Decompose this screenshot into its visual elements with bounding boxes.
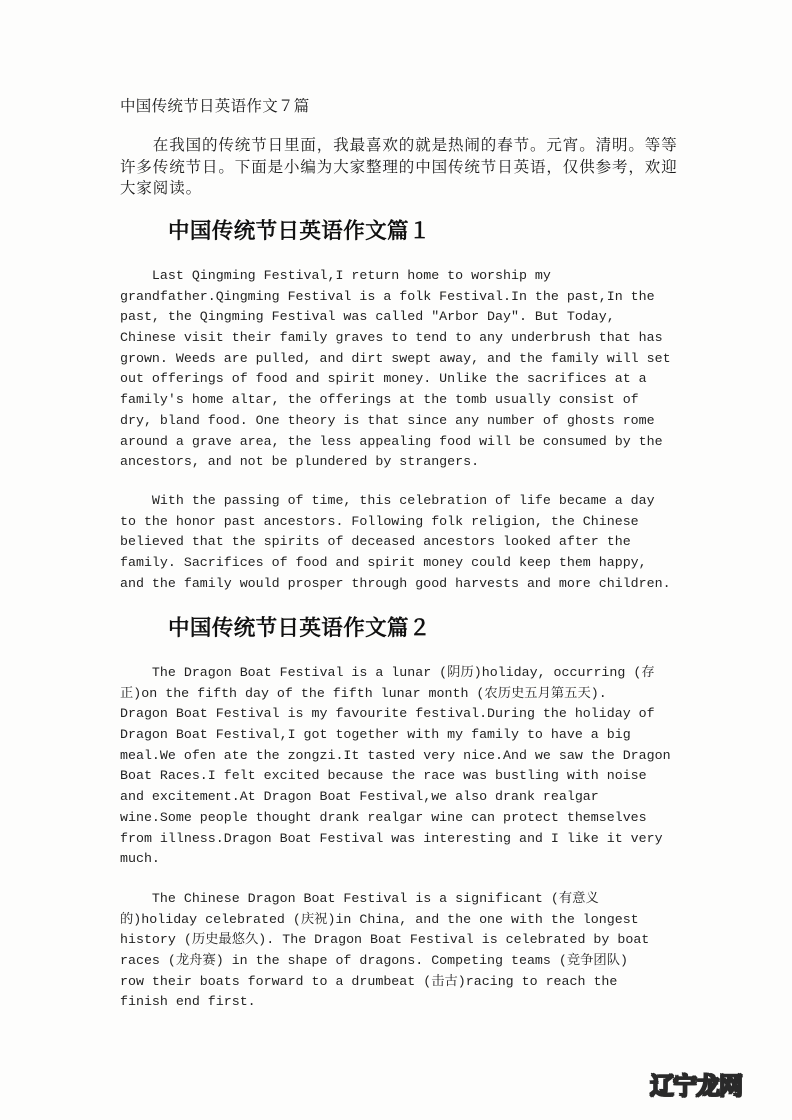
- text-line: 的)holiday celebrated (庆祝)in China, and the one with the longest: [120, 911, 639, 927]
- text-line: Chinese visit their family graves to tend to any underbrush that has: [120, 330, 663, 346]
- intro-paragraph: [120, 135, 680, 200]
- text-line: row their boats forward to a drumbeat (击古)racing to reach the: [120, 973, 618, 989]
- text-line: family's home altar, the offerings at the tomb usually consist of: [120, 392, 639, 408]
- section-2-paragraph-2: [120, 889, 680, 1013]
- text-line: meal.We ofen ate the zongzi.It tasted very nice.And we saw the Dragon: [120, 747, 671, 763]
- text-line: dry, bland food. One theory is that since any number of ghosts rome: [120, 412, 655, 428]
- text-line: The Dragon Boat Festival is a lunar (阴历)holiday, occurring (存: [120, 665, 655, 680]
- text-line: grown. Weeds are pulled, and dirt swept away, and the family will set: [120, 350, 671, 366]
- text-line: from illness.Dragon Boat Festival was interesting and I like it very: [120, 830, 663, 846]
- text-line: grandfather.Qingming Festival is a folk Festival.In the past,In the: [120, 288, 655, 304]
- text-line: past, the Qingming Festival was called "Arbor Day". But Today,: [120, 309, 615, 325]
- text-line: wine.Some people thought drank realgar wine can protect themselves: [120, 809, 647, 825]
- section-1-paragraph-1: [120, 266, 680, 473]
- text-line: around a grave area, the less appealing food will be consumed by the: [120, 433, 663, 449]
- text-line: to the honor past ancestors. Following folk religion, the Chinese: [120, 513, 639, 529]
- site-watermark-logo: [650, 1070, 742, 1102]
- text-line: The Chinese Dragon Boat Festival is a significant (有意义: [120, 891, 599, 906]
- text-line: ancestors, and not be plundered by strangers.: [120, 454, 480, 470]
- text-line: out offerings of food and spirit money. Unlike the sacrifices at a: [120, 371, 647, 387]
- text-line: races (龙舟赛) in the shape of dragons. Competing teams (竞争团队): [120, 953, 629, 969]
- watermark-text-orange: 辽宁: [650, 1072, 696, 1100]
- watermark-text-white: 龙网: [696, 1072, 742, 1100]
- section-1-paragraph-2: [120, 491, 680, 594]
- text-line: history (历史最悠久). The Dragon Boat Festival is celebrated by boat: [120, 932, 650, 948]
- document-title: 中国传统节日英语作文７篇: [120, 97, 310, 115]
- text-line: Dragon Boat Festival is my favourite festival.During the holiday of: [120, 706, 655, 722]
- text-line: 正)on the fifth day of the fifth lunar month (农历史五月第五天).: [120, 685, 607, 701]
- text-line: and the family would prosper through good harvests and more children.: [120, 575, 671, 591]
- intro-line: 许多传统节日。下面是小编为大家整理的中国传统节日英语，仅供参考，欢迎: [120, 157, 678, 176]
- section-heading-1: 中国传统节日英语作文篇１: [168, 219, 431, 244]
- text-line: finish end first.: [120, 994, 256, 1010]
- text-line: Boat Races.I felt excited because the race was bustling with noise: [120, 768, 647, 784]
- text-line: Last Qingming Festival,I return home to worship my: [120, 268, 551, 283]
- intro-line: 在我国的传统节日里面，我最喜欢的就是热闹的春节。元宵。清明。等等: [120, 136, 678, 154]
- section-heading-2: 中国传统节日英语作文篇２: [168, 616, 431, 641]
- section-2-paragraph-1: [120, 663, 680, 870]
- text-line: much.: [120, 851, 160, 867]
- text-line: believed that the spirits of deceased ancestors looked after the: [120, 534, 631, 550]
- text-line: With the passing of time, this celebration of life became a day: [120, 493, 655, 508]
- text-line: Dragon Boat Festival,I got together with my family to have a big: [120, 727, 631, 743]
- text-line: and excitement.At Dragon Boat Festival,we also drank realgar: [120, 789, 599, 805]
- intro-line: 大家阅读。: [120, 179, 203, 197]
- text-line: family. Sacrifices of food and spirit money could keep them happy,: [120, 555, 647, 571]
